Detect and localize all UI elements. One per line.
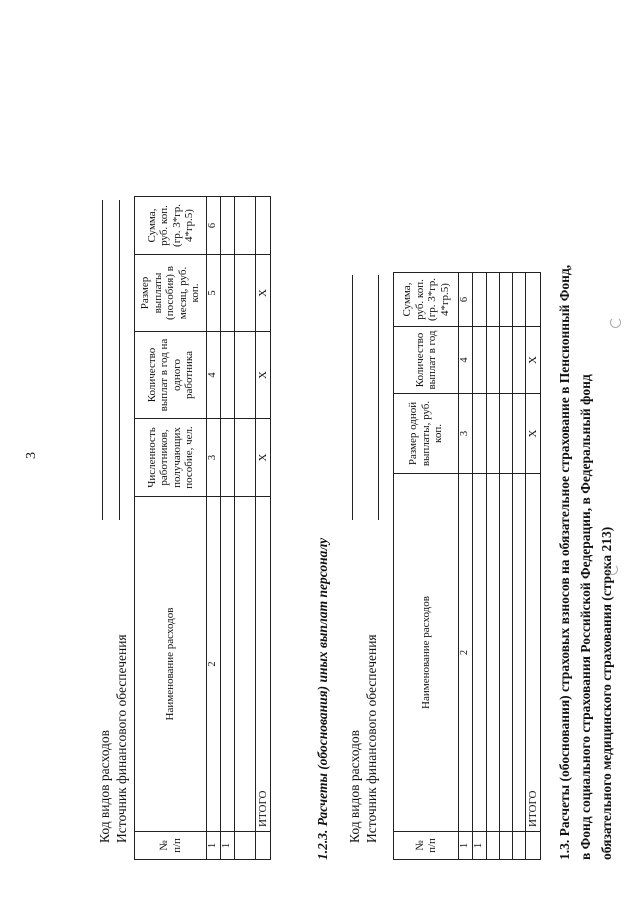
table-cell bbox=[221, 255, 235, 332]
section-13-heading-line: в Фонд социального страхования Российской Федерации, в Федеральный фонд bbox=[578, 374, 593, 860]
table-cell bbox=[473, 327, 487, 394]
table-cell bbox=[513, 273, 526, 327]
table-cell bbox=[487, 394, 500, 474]
section-123-funding-source-fill-line bbox=[378, 275, 379, 520]
table-cell bbox=[500, 273, 513, 327]
column-number: 1 bbox=[207, 832, 221, 860]
table-cell bbox=[513, 327, 526, 394]
column-number: 6 bbox=[459, 273, 473, 327]
table-cell bbox=[500, 832, 513, 860]
column-header: Наименование расходов bbox=[394, 474, 459, 832]
column-header: Размер выплаты (пособия) в месяц, руб. коп. bbox=[135, 255, 207, 332]
total-cell: X bbox=[526, 394, 541, 474]
table-cell bbox=[235, 332, 256, 419]
total-row bbox=[526, 273, 541, 860]
table-cell bbox=[473, 394, 487, 474]
other-payments-table bbox=[393, 272, 541, 860]
column-number: 5 bbox=[207, 255, 221, 332]
table-row bbox=[221, 197, 235, 860]
decorative-circle-mark bbox=[607, 564, 618, 575]
table-cell bbox=[500, 394, 513, 474]
total-label: ИТОГО bbox=[526, 474, 541, 832]
table-row bbox=[513, 273, 526, 860]
column-header: Размер одной выплаты, руб. коп. bbox=[394, 394, 459, 474]
decorative-circle-mark bbox=[610, 317, 621, 328]
expense-code-fill-line bbox=[102, 200, 103, 520]
column-header: № п/п bbox=[135, 832, 207, 860]
table-cell bbox=[256, 832, 271, 860]
column-number: 4 bbox=[459, 327, 473, 394]
column-header: Сумма, руб. коп. (гр. 3*гр. 4*гр.5) bbox=[135, 197, 207, 255]
table-cell bbox=[235, 832, 256, 860]
table-cell bbox=[473, 273, 487, 327]
page-number: 3 bbox=[24, 452, 39, 459]
column-number: 4 bbox=[207, 332, 221, 419]
table-cell bbox=[487, 327, 500, 394]
column-number: 1 bbox=[459, 832, 473, 860]
table-cell bbox=[487, 474, 500, 832]
table-cell bbox=[235, 255, 256, 332]
table-cell bbox=[513, 474, 526, 832]
section-123-expense-code-fill-line bbox=[352, 275, 353, 520]
table-cell bbox=[526, 273, 541, 327]
column-number: 2 bbox=[207, 497, 221, 832]
table-cell bbox=[513, 832, 526, 860]
column-number-row bbox=[207, 197, 221, 860]
total-cell: X bbox=[256, 419, 271, 497]
table-row bbox=[235, 197, 256, 860]
column-header: Сумма, руб. коп. (гр. 3*гр. 4*гр.5) bbox=[394, 273, 459, 327]
total-label: ИТОГО bbox=[256, 497, 271, 832]
table-cell bbox=[500, 474, 513, 832]
table-header-row bbox=[135, 197, 207, 860]
row-number: 1 bbox=[221, 832, 235, 860]
funding-source-label: Источник финансового обеспечения bbox=[114, 634, 129, 843]
total-row bbox=[256, 197, 271, 860]
row-number: 1 bbox=[473, 832, 487, 860]
employee-benefits-table bbox=[134, 196, 271, 860]
section-13-heading-line: обязательного медицинского страхования (строка 213) bbox=[599, 526, 614, 860]
table-cell bbox=[221, 197, 235, 255]
column-number: 3 bbox=[207, 419, 221, 497]
funding-source-fill-line bbox=[119, 200, 120, 520]
table-cell bbox=[256, 197, 271, 255]
total-cell: X bbox=[256, 332, 271, 419]
table-row bbox=[500, 273, 513, 860]
section-123-expense-code-label: Код видов расходов bbox=[347, 729, 362, 843]
table-cell bbox=[235, 419, 256, 497]
column-number: 2 bbox=[459, 474, 473, 832]
column-number: 6 bbox=[207, 197, 221, 255]
table-cell bbox=[235, 497, 256, 832]
table-header-row bbox=[394, 273, 459, 860]
section-123-title: 1.2.3. Расчеты (обоснования) иных выплат персоналу bbox=[315, 537, 330, 860]
table-row bbox=[473, 273, 487, 860]
section-13-heading-line: 1.3. Расчеты (обоснования) страховых взносов на обязательное страхование в Пенсионный Фонд, bbox=[557, 264, 572, 860]
table-cell bbox=[513, 394, 526, 474]
total-cell: X bbox=[526, 327, 541, 394]
column-number-row bbox=[459, 273, 473, 860]
table-row bbox=[487, 273, 500, 860]
table-cell bbox=[500, 327, 513, 394]
table-cell bbox=[235, 197, 256, 255]
column-number: 3 bbox=[459, 394, 473, 474]
table-cell bbox=[473, 474, 487, 832]
section-123-funding-source-label: Источник финансового обеспечения bbox=[364, 634, 379, 843]
table-cell bbox=[487, 832, 500, 860]
total-cell: X bbox=[256, 255, 271, 332]
expense-code-label: Код видов расходов bbox=[97, 729, 112, 843]
table-cell bbox=[487, 273, 500, 327]
column-header: Количество выплат в год на одного работника bbox=[135, 332, 207, 419]
column-header: Количество выплат в год bbox=[394, 327, 459, 394]
table-cell bbox=[221, 497, 235, 832]
section-13-heading bbox=[554, 20, 617, 860]
table-cell bbox=[526, 832, 541, 860]
table-cell bbox=[221, 419, 235, 497]
column-header: № п/п bbox=[394, 832, 459, 860]
table-cell bbox=[221, 332, 235, 419]
column-header: Наименование расходов bbox=[135, 497, 207, 832]
column-header: Численность работников, получающих пособие, чел. bbox=[135, 419, 207, 497]
